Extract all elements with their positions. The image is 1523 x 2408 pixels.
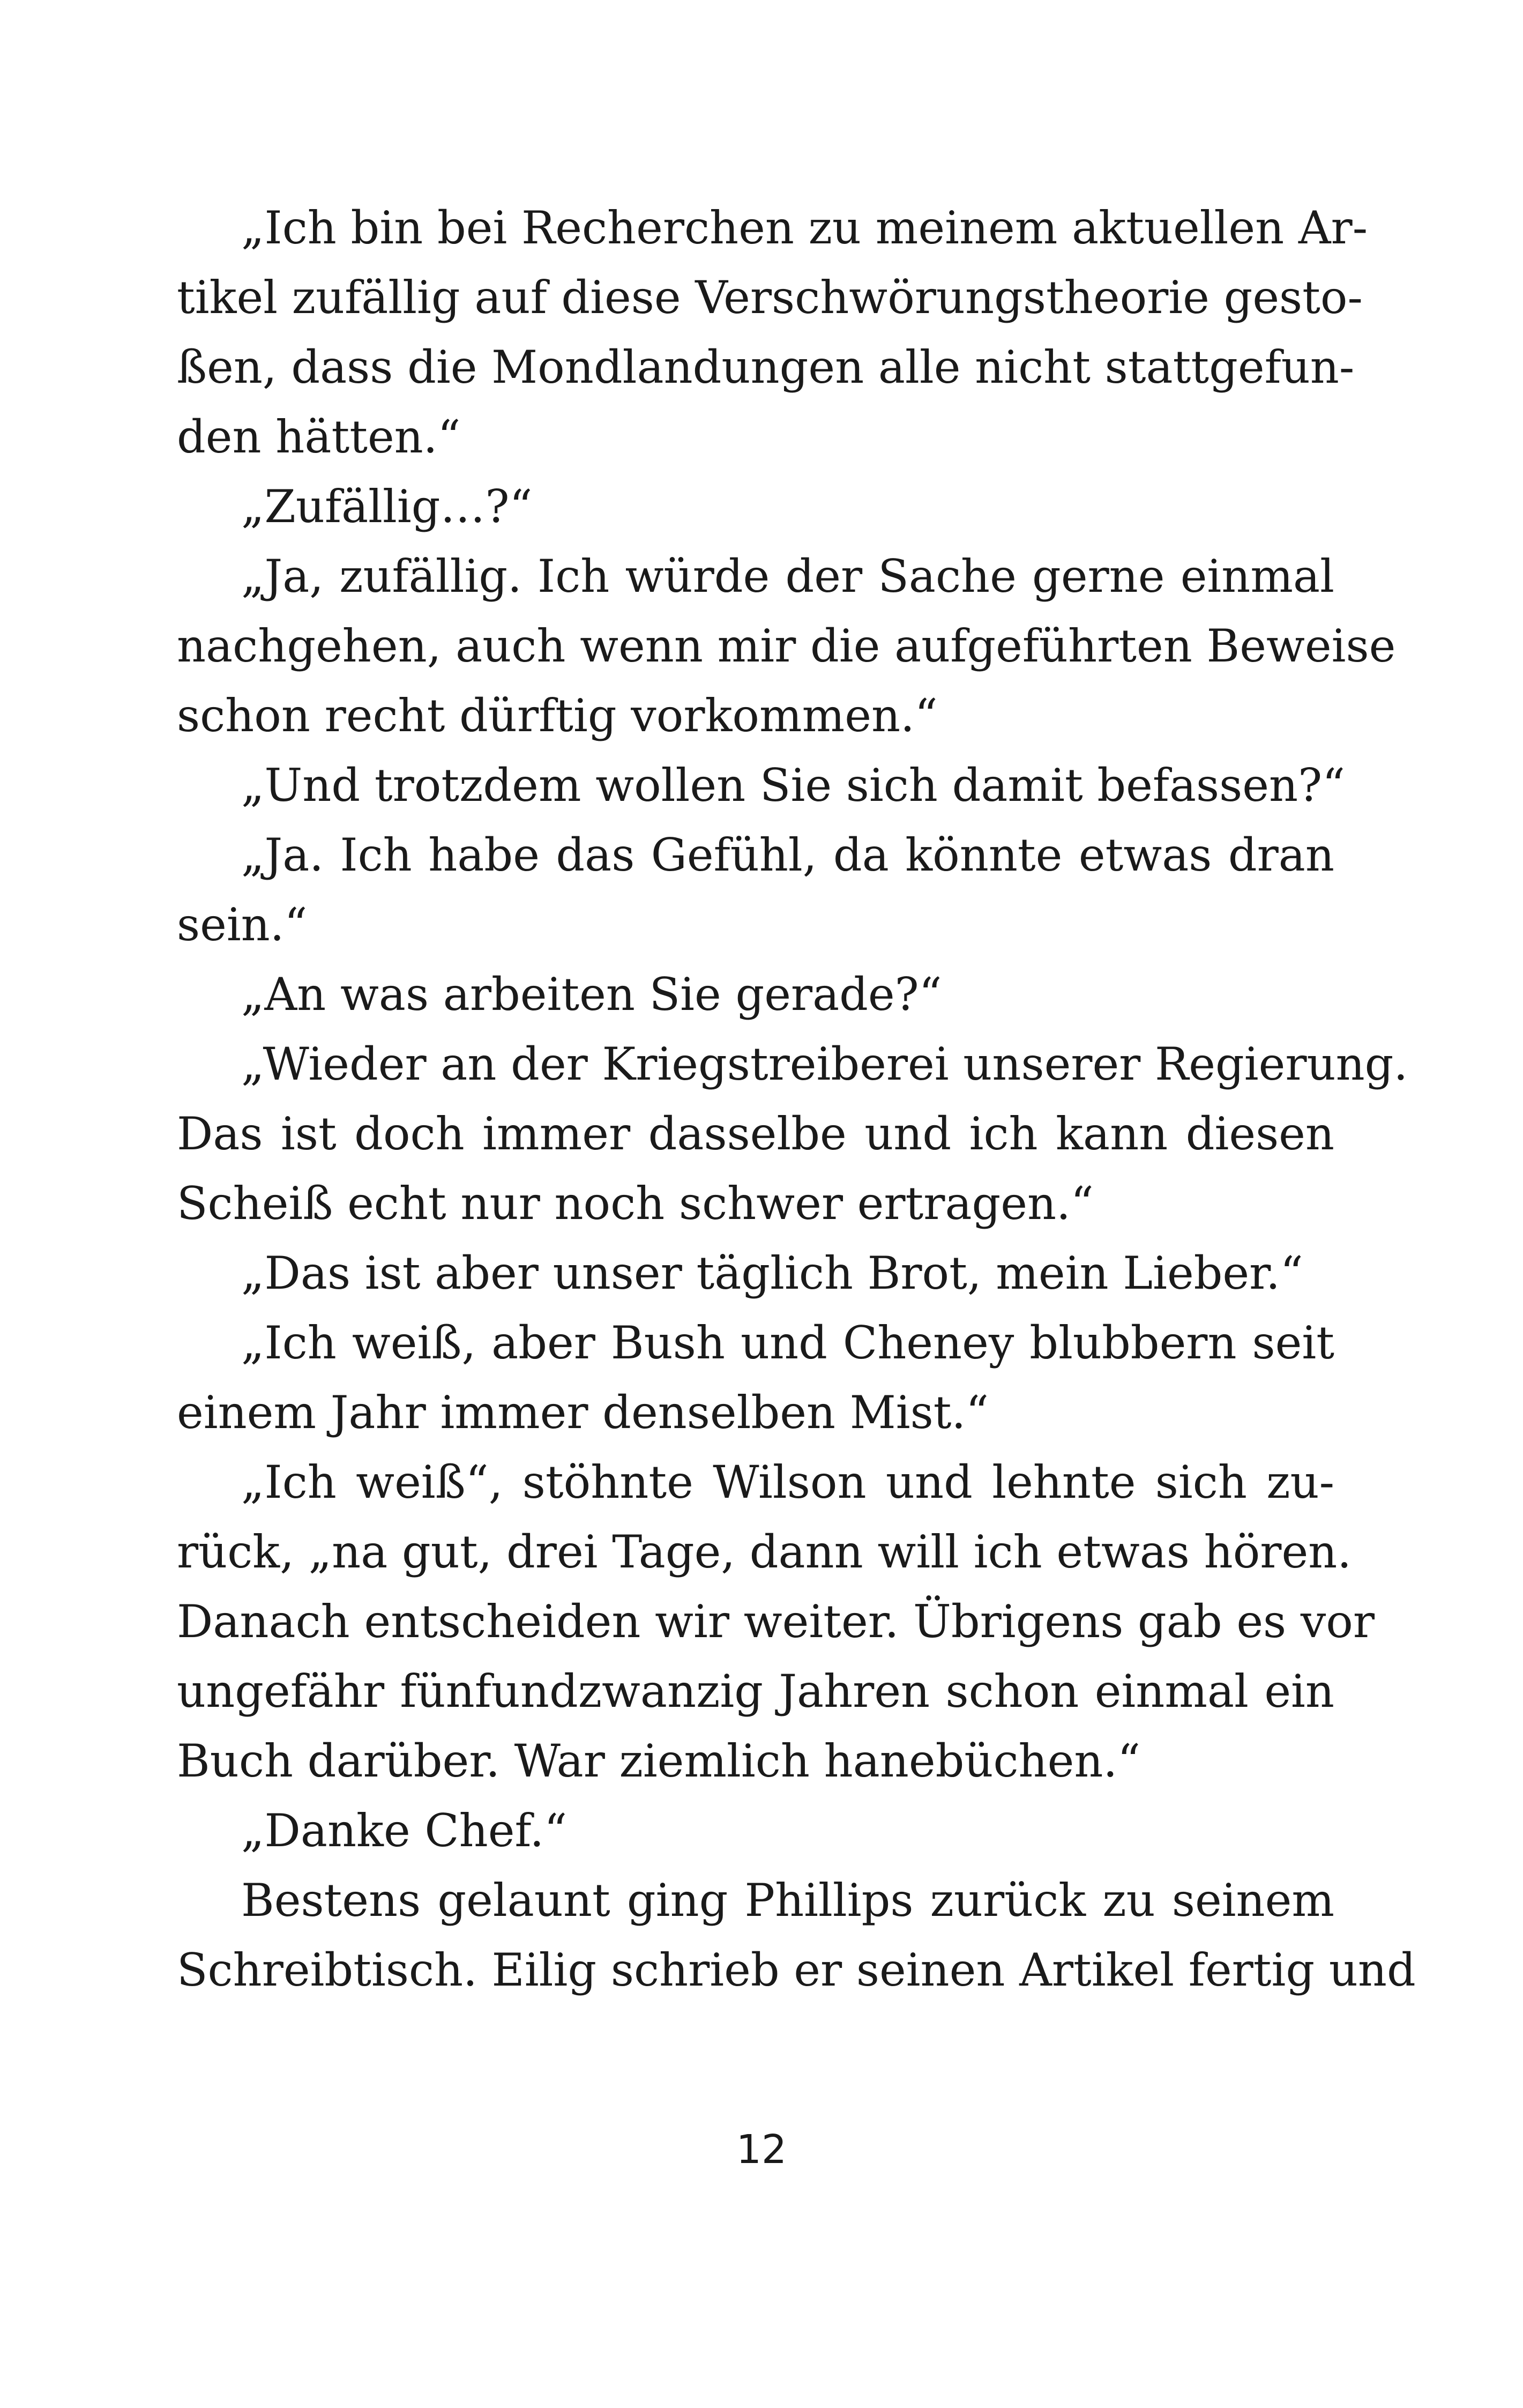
text-line: sein.“	[177, 898, 308, 951]
text-line: Buch darüber. War ziemlich hanebüchen.“	[177, 1735, 1141, 1787]
text-line: Schreibtisch. Eilig schrieb er seinen Artikel fertig und	[177, 1944, 1416, 1996]
text-line: „Das ist aber unser täglich Brot, mein Lieber.“	[241, 1247, 1303, 1299]
text-line: „Ja. Ich habe das Gefühl, da könnte etwas dran	[241, 829, 1334, 881]
text-line: Danach entscheiden wir weiter. Übrigens gab es vor	[177, 1595, 1375, 1648]
text-line: ungefähr fünfundzwanzig Jahren schon einmal ein	[177, 1665, 1334, 1718]
text-line: „Ich weiß, aber Bush und Cheney blubbern seit	[241, 1317, 1334, 1369]
text-line: tikel zufällig auf diese Verschwörungstheorie gesto-	[177, 271, 1363, 324]
text-line: „Ich weiß“, stöhnte Wilson und lehnte sich zu-	[241, 1456, 1334, 1508]
text-line: den hätten.“	[177, 411, 461, 463]
text-line: Scheiß echt nur noch schwer ertragen.“	[177, 1177, 1094, 1230]
text-line: schon recht dürftig vorkommen.“	[177, 689, 938, 742]
text-line: „Ich bin bei Recherchen zu meinem aktuellen Ar-	[241, 202, 1368, 254]
text-line: „Zufällig…?“	[241, 480, 533, 533]
text-line: nachgehen, auch wenn mir die aufgeführten Beweise	[177, 620, 1396, 672]
text-line: Bestens gelaunt ging Phillips zurück zu seinem	[241, 1874, 1334, 1927]
text-line: „Wieder an der Kriegstreiberei unserer Regierung.	[241, 1038, 1408, 1090]
text-line: einem Jahr immer denselben Mist.“	[177, 1386, 989, 1439]
text-line: „An was arbeiten Sie gerade?“	[241, 968, 942, 1021]
text-line: Das ist doch immer dasselbe und ich kann diesen	[177, 1108, 1334, 1160]
text-line: „Danke Chef.“	[241, 1804, 568, 1857]
body-text	[177, 193, 1416, 2005]
text-line: „Ja, zufällig. Ich würde der Sache gerne einmal	[241, 550, 1334, 603]
page-number: 12	[736, 2127, 787, 2173]
text-line: ßen, dass die Mondlandungen alle nicht stattgefun-	[177, 341, 1355, 393]
text-line: „Und trotzdem wollen Sie sich damit befassen?“	[241, 759, 1346, 812]
text-line: rück, „na gut, drei Tage, dann will ich etwas hören.	[177, 1526, 1352, 1578]
